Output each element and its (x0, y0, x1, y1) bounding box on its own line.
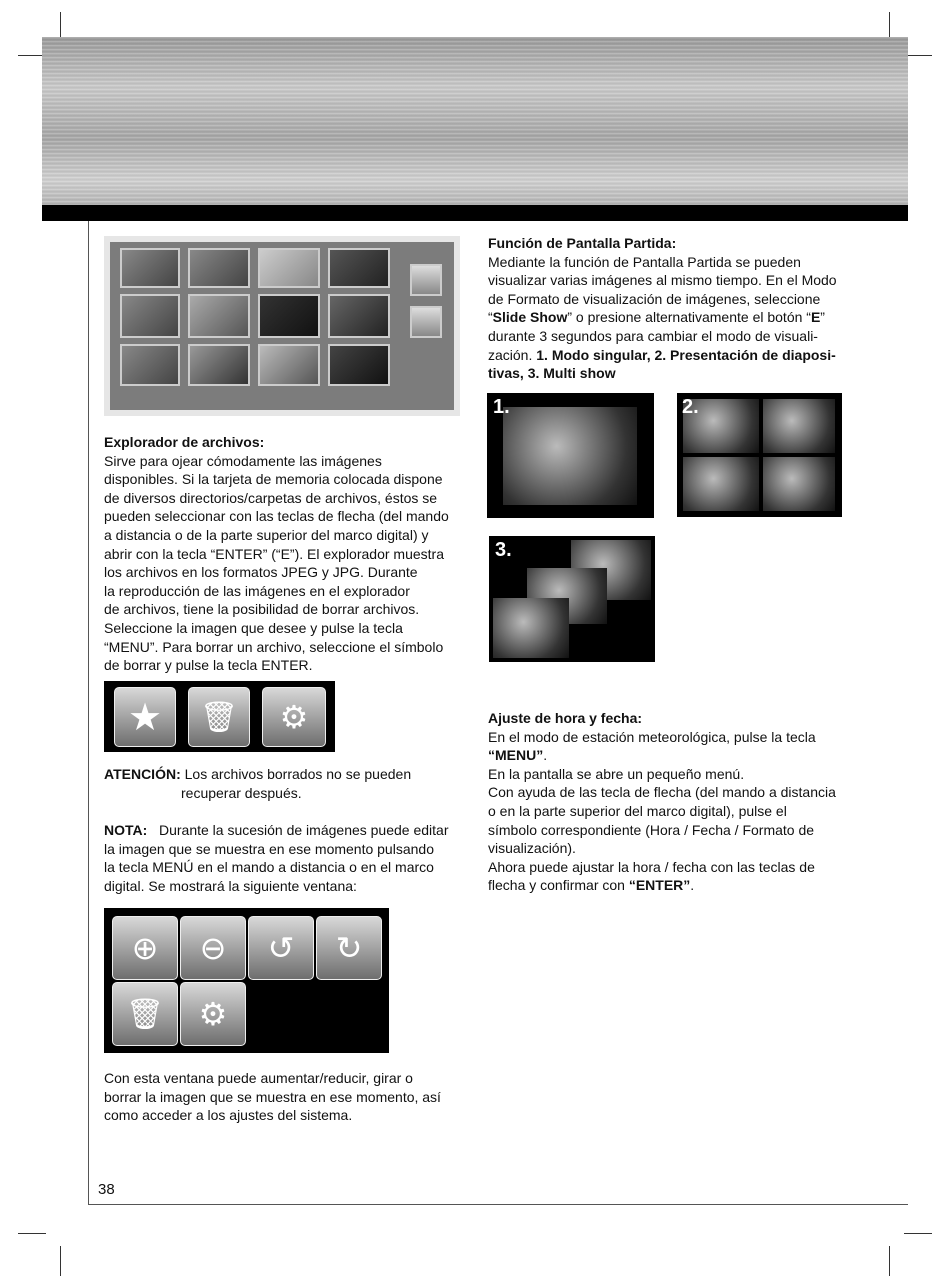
page-number: 38 (98, 1181, 115, 1198)
split-text-line: de Formato de visualización de imágenes, seleccione (488, 290, 821, 307)
settings-icon: ⚙ (180, 982, 246, 1046)
explorer-thumbnail (328, 344, 390, 386)
mode-3-label: 3. (495, 539, 512, 561)
trash-icon: 🗑 (112, 982, 178, 1046)
split-text-line: Mediante la función de Pantalla Partida se pueden (488, 253, 801, 270)
side-menu-icon (410, 306, 442, 338)
split-title: Función de Pantalla Partida: (488, 235, 677, 251)
split-line-6: zación. 1. Modo singular, 2. Presentación de diaposi- (488, 346, 836, 363)
slideshow-image (763, 457, 835, 511)
crop-mark (60, 1246, 61, 1276)
time-text-line: Ahora puede ajustar la hora / fecha con las teclas de (488, 858, 815, 875)
time-text-line: o en la parte superior del marco digital), pulse el (488, 802, 787, 819)
single-image (503, 407, 637, 505)
explorer-text-line: Seleccione la imagen que desee y pulse la tecla (104, 619, 403, 636)
explorer-text-line: disponibles. Si la tarjeta de memoria colocada dispone (104, 471, 443, 488)
rotate-left-icon: ↺ (248, 916, 314, 980)
edit-window-screenshot (104, 908, 389, 1053)
explorer-title: Explorador de archivos: (104, 434, 265, 450)
nota-text-line: digital. Se mostrará la siguiente ventana: (104, 877, 357, 894)
split-section (488, 234, 868, 383)
explorer-thumbnail (258, 248, 320, 288)
explorer-section (104, 433, 464, 675)
zoom-out-icon: ⊖ (180, 916, 246, 980)
single-mode-photo (487, 393, 654, 518)
rotate-right-icon: ↻ (316, 916, 382, 980)
file-explorer-screenshot (104, 236, 460, 416)
header-banner (42, 37, 908, 205)
page-border-left (88, 221, 89, 1205)
explorer-text-line: pueden seleccionar con las teclas de flecha (del mando (104, 508, 449, 525)
time-section (488, 709, 868, 895)
star-icon: ★ (114, 687, 176, 747)
explorer-text-line: de diversos directorios/carpetas de archivos, éstos se (104, 489, 438, 506)
time-line-last: flecha y confirmar con “ENTER”. (488, 877, 695, 894)
explorer-thumbnail (120, 294, 180, 338)
time-title: Ajuste de hora y fecha: (488, 710, 643, 726)
crop-mark (889, 1246, 890, 1276)
time-text-line: En la pantalla se abre un pequeño menú. (488, 765, 745, 782)
slideshow-mode-photo (677, 393, 842, 517)
nota-label: NOTA: (104, 822, 148, 838)
explorer-text-line: Sirve para ojear cómodamente las imágenes (104, 452, 382, 469)
nota-body (104, 840, 464, 896)
slideshow-image (683, 457, 759, 511)
time-text-line: visualización). (488, 840, 576, 857)
explorer-thumbnail (188, 248, 250, 288)
slideshow-image (763, 399, 835, 453)
split-line-7: tivas, 3. Multi show (488, 365, 616, 382)
header-bar (42, 205, 908, 221)
settings-icon: ⚙ (262, 687, 326, 747)
explorer-thumbnail (328, 248, 390, 288)
trash-icon: 🗑 (188, 687, 250, 747)
explorer-thumbnail (258, 344, 320, 386)
window-text-line: borrar la imagen que se muestra en ese momento, así (104, 1088, 441, 1105)
multi-show-photo (489, 536, 655, 662)
zoom-in-icon: ⊕ (112, 916, 178, 980)
window-text-line: Con esta ventana puede aumentar/reducir, girar o (104, 1070, 413, 1086)
page-border-bottom (88, 1204, 908, 1205)
mode-2-label: 2. (682, 396, 699, 418)
mode-1-label: 1. (493, 396, 510, 418)
nota-text-line: la imagen que se muestra en ese momento pulsando (104, 840, 434, 857)
crop-mark (904, 1233, 932, 1234)
explorer-thumbnail (188, 294, 250, 338)
side-menu-icon (410, 264, 442, 296)
explorer-text-line: los archivos en los formatos JPEG y JPG. Durante (104, 564, 418, 581)
atencion-note (104, 765, 464, 802)
window-text-line: como acceder a los ajustes del sistema. (104, 1107, 353, 1124)
time-text-line: símbolo correspondiente (Hora / Fecha / Formato de (488, 821, 815, 838)
nota-text-line: la tecla MENÚ en el mando a distancia o en el marco (104, 859, 434, 876)
explorer-text-line: “MENU”. Para borrar un archivo, seleccione el símbolo (104, 638, 444, 655)
explorer-text-line: abrir con la tecla “ENTER” (“E”). El explorador muestra (104, 545, 444, 562)
explorer-body (104, 452, 464, 675)
explorer-thumbnail (120, 248, 180, 288)
explorer-thumbnail (328, 294, 390, 338)
nota-text: Durante la sucesión de imágenes puede editar (158, 822, 449, 838)
explorer-thumbnail (120, 344, 180, 386)
explorer-text-line: de borrar y pulse la tecla ENTER. (104, 657, 313, 674)
split-text-line: visualizar varias imágenes al mismo tiempo. En el Modo (488, 272, 837, 289)
explorer-text-line: la reproducción de las imágenes en el explorador (104, 582, 410, 599)
split-line-5: durante 3 segundos para cambiar el modo de visuali- (488, 327, 818, 344)
explorer-text-line: de archivos, tiene la posibilidad de borrar archivos. (104, 601, 420, 618)
atencion-text: Los archivos borrados no se pueden (184, 766, 412, 782)
crop-mark (18, 1233, 46, 1234)
time-text-line: Con ayuda de las tecla de flecha (del mando a distancia (488, 784, 836, 801)
explorer-thumbnail (258, 294, 320, 338)
atencion-text-2: recuperar después. (181, 784, 302, 801)
atencion-label: ATENCIÓN: (104, 766, 181, 782)
explorer-screen (110, 242, 454, 410)
delete-menu-screenshot (104, 681, 335, 752)
nota-note (104, 821, 464, 895)
window-description (104, 1069, 464, 1125)
multi-image (493, 598, 569, 658)
crop-mark (904, 55, 932, 56)
split-line-4: “Slide Show” o presione alternativamente el botón “E” (488, 309, 825, 326)
time-line-1: En el modo de estación meteorológica, pulse la tecla (488, 728, 816, 745)
time-line-2: “MENU”. (488, 747, 548, 764)
explorer-thumbnail (188, 344, 250, 386)
explorer-text-line: a distancia o de la parte superior del marco digital) y (104, 526, 429, 543)
